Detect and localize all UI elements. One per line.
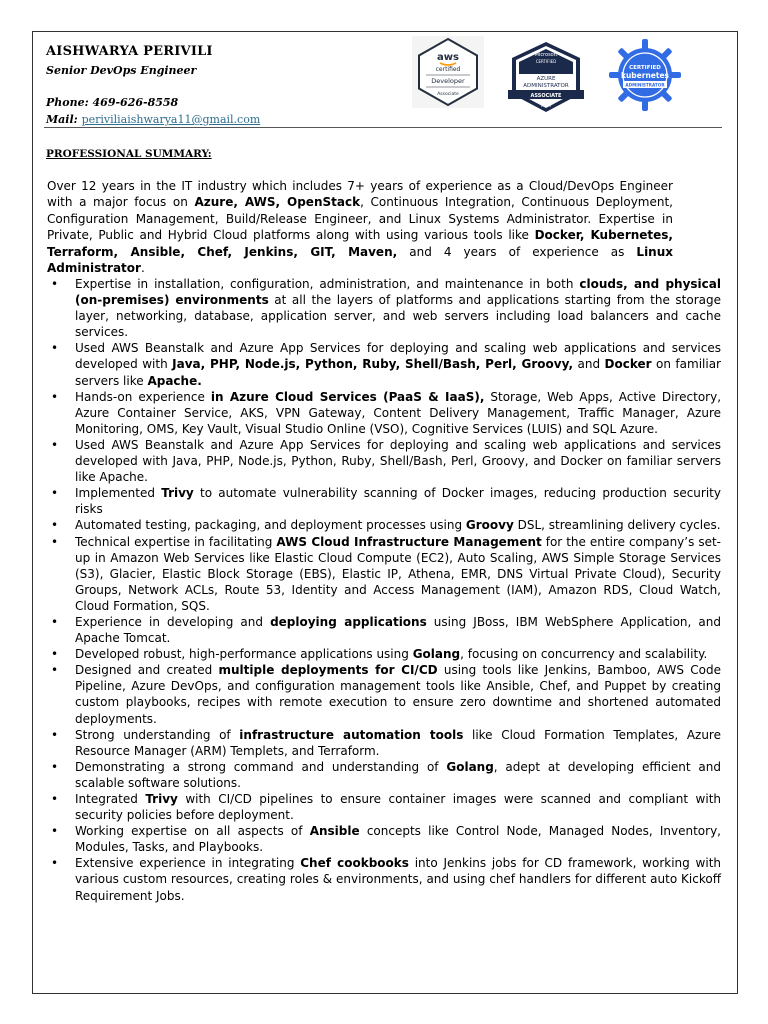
bold-text-run: Golang [446,759,494,774]
text-run: Implemented [75,486,162,501]
text-run: Integrated [75,792,146,806]
summary-bullet-item [47,823,721,855]
bold-text-run: Ansible [309,824,360,839]
text-run: Expertise in installation, configuration, administration, and maintenance in both [75,277,580,291]
svg-text:CERTIFIED: CERTIFIED [629,65,661,71]
mail-label: Mail: [46,113,78,126]
email-link[interactable]: periviliaishwarya11@gmail.com [81,113,261,126]
svg-text:ADMINISTRATOR: ADMINISTRATOR [625,82,665,88]
job-title: Senior DevOps Engineer [46,64,197,77]
bold-text-run: Linux Administrator [47,244,674,276]
mail-line [46,113,260,126]
text-run: into Jenkins jobs for CD framework, working with various custom resources, creating roles & environments, and using chef handlers for different auto Kickoff Requirement Jobs. [75,856,722,903]
bold-text-run: Groovy [465,518,514,533]
svg-text:AZURE: AZURE [536,76,556,82]
bold-text-run: Azure, AWS, OpenStack [194,195,361,210]
summary-bullet-item [47,485,721,517]
summary-bullet-item [47,437,721,485]
svg-text:kubernetes: kubernetes [620,71,670,80]
summary-bullet-item [47,276,721,340]
phone-label: Phone: [46,96,89,109]
bold-text-run: Chef cookbooks [300,856,409,871]
bold-text-run: Apache. [147,373,202,388]
text-run: Technical expertise in facilitating [75,534,277,549]
summary-bullet-item [47,662,721,726]
bold-text-run: multiple deployments for CI/CD [218,663,438,678]
text-run: Strong understanding of [75,727,240,742]
text-run: Storage, Web Apps, Active Directory, Azure Container Service, AKS, VPN Gateway, Content Delivery Management, Traffic Manager, Azure Monitoring, OMS, Key Vault, Visual Studio Online (VSO), Cognitive Services (LUIS) and SQL Azure. [75,389,722,436]
svg-text:ADMINISTRATOR: ADMINISTRATOR [523,83,569,89]
aws-brand-text: aws [437,52,459,63]
text-run: with CI/CD pipelines to ensure container images were scanned and compliant with security policies before deployment. [75,792,722,823]
text-run: concepts like Control Node, Managed Nodes, Inventory, Modules, Tasks, and Playbooks. [75,824,721,855]
summary-bullet-item [47,646,721,662]
bold-text-run: Docker [604,357,652,372]
text-run: Hands-on experience [75,389,211,404]
text-run: , adept at developing efficient and scalable software solutions. [75,759,721,790]
text-run: . [140,261,145,276]
bold-text-run: AWS Cloud Infrastructure Management [276,534,542,549]
text-run: Automated testing, packaging, and deployment processes using [75,518,466,533]
svg-text:CERTIFIED: CERTIFIED [535,59,557,64]
text-run: , Continuous Integration, Continuous Deployment, Configuration Management, Build/Release Engineer, and Linux Systems Administrator. Expertise in Private, Public and Hybrid Cloud platforms along with using various tools like [47,195,673,243]
text-run: using JBoss, IBM WebSphere Application, and Apache Tomcat. [75,614,722,646]
candidate-name: AISHWARYA PERIVILI [46,44,213,59]
summary-intro-paragraph [47,178,673,276]
text-run: to automate vulnerability scanning of Docker images, reducing production security risks [75,486,721,517]
summary-bullet-item [47,340,721,388]
aws-certified-developer-badge [412,36,484,108]
summary-bullet-item [47,389,721,437]
summary-bullet-item [47,727,721,759]
text-run: at all the layers of platforms and applications starting from the storage layer, networking, database, application server, and web servers including load balancers and cache services. [75,293,721,340]
svg-text:Microsoft: Microsoft [534,52,558,58]
summary-bullet-item [47,614,721,646]
text-run: DSL, streamlining delivery cycles. [513,518,721,533]
section-title-professional-summary: PROFESSIONAL SUMMARY: [46,148,212,160]
text-run: Demonstrating a strong command and understanding of [75,759,447,774]
summary-bullet-item [47,791,721,823]
text-run: for the entire company’s set-up in Amazon Web Services like Elastic Cloud Compute (EC2), Auto Scaling, AWS Simple Storage Services (S3), Glacier, Elastic Block Storage (EBS), Elastic IP, Athena, EMR, DNS Virtual Private Cloud), Security Groups, Network ACLs, Route 53, Identity and Access Management (IAM), Amazon RDS, Cloud Watch, Cloud Formation, SQS. [75,534,721,613]
bold-text-run: Trivy [161,486,194,501]
text-run: on familiar servers like [75,357,721,388]
text-run: , focusing on concurrency and scalability. [460,647,708,662]
star-icon: ★★ [539,101,553,109]
text-run: Working expertise on all aspects of [75,824,310,839]
bold-text-run: Docker, Kubernetes, Terraform, Ansible, Chef, Jenkins, GIT, Maven, [47,228,673,259]
summary-bullet-item [47,517,721,533]
header-divider [44,127,722,128]
bold-text-run: clouds, and physical (on-premises) environments [75,277,721,308]
summary-bullet-item [47,855,721,903]
phone-line [46,96,178,109]
bold-text-run: Trivy [145,792,178,806]
bold-text-run: Golang [412,647,461,662]
bold-text-run: deploying applications [270,614,427,629]
text-run: Used AWS Beanstalk and Azure App Services for deploying and scaling web applications and services developed with [75,341,721,372]
svg-text:Associate: Associate [437,92,459,97]
text-run: Designed and created [75,663,219,678]
text-run: Over 12 years in the IT industry which includes 7+ years of experience as a Cloud/DevOps Engineer with a major focus on [47,179,673,210]
text-run: Extensive experience in integrating [75,856,301,871]
bold-text-run: Java, PHP, Node.js, Python, Ruby, Shell/Bash, Perl, Groovy, [172,357,574,372]
svg-text:certified: certified [435,66,461,73]
bold-text-run: in Azure Cloud Services (PaaS & IaaS), [210,389,485,404]
text-run: Developed robust, high-performance applications using [75,647,413,662]
svg-text:Developer: Developer [431,77,465,85]
kubernetes-administrator-badge [608,38,682,112]
text-run: and 4 years of experience as [397,244,637,259]
text-run: using tools like Jenkins, Bamboo, AWS Code Pipeline, Azure DevOps, and configuration management tools like Ansible, Chef, and Puppet by creating custom playbooks, recipes with remote execution to ensure zero downtime and shortened automated deployments. [75,663,721,726]
svg-text:ASSOCIATE: ASSOCIATE [530,93,562,99]
azure-administrator-badge [504,40,588,114]
text-run: and [573,357,605,372]
summary-bullet-item [47,759,721,791]
text-run: like Cloud Formation Templates, Azure Resource Manager (ARM) Templets, and Terraform. [75,727,721,758]
summary-bullet-item [47,534,721,614]
phone-value: 469-626-8558 [92,96,179,109]
text-run: Used AWS Beanstalk and Azure App Services for deploying and scaling web applications and services developed with Java, PHP, Node.js, Python, Ruby, Shell/Bash, Perl, Groovy, and Docker on familiar servers like Apache. [75,437,721,485]
text-run: Experience in developing and [75,614,271,629]
summary-bullet-list [47,276,721,904]
bold-text-run: infrastructure automation tools [239,727,464,742]
